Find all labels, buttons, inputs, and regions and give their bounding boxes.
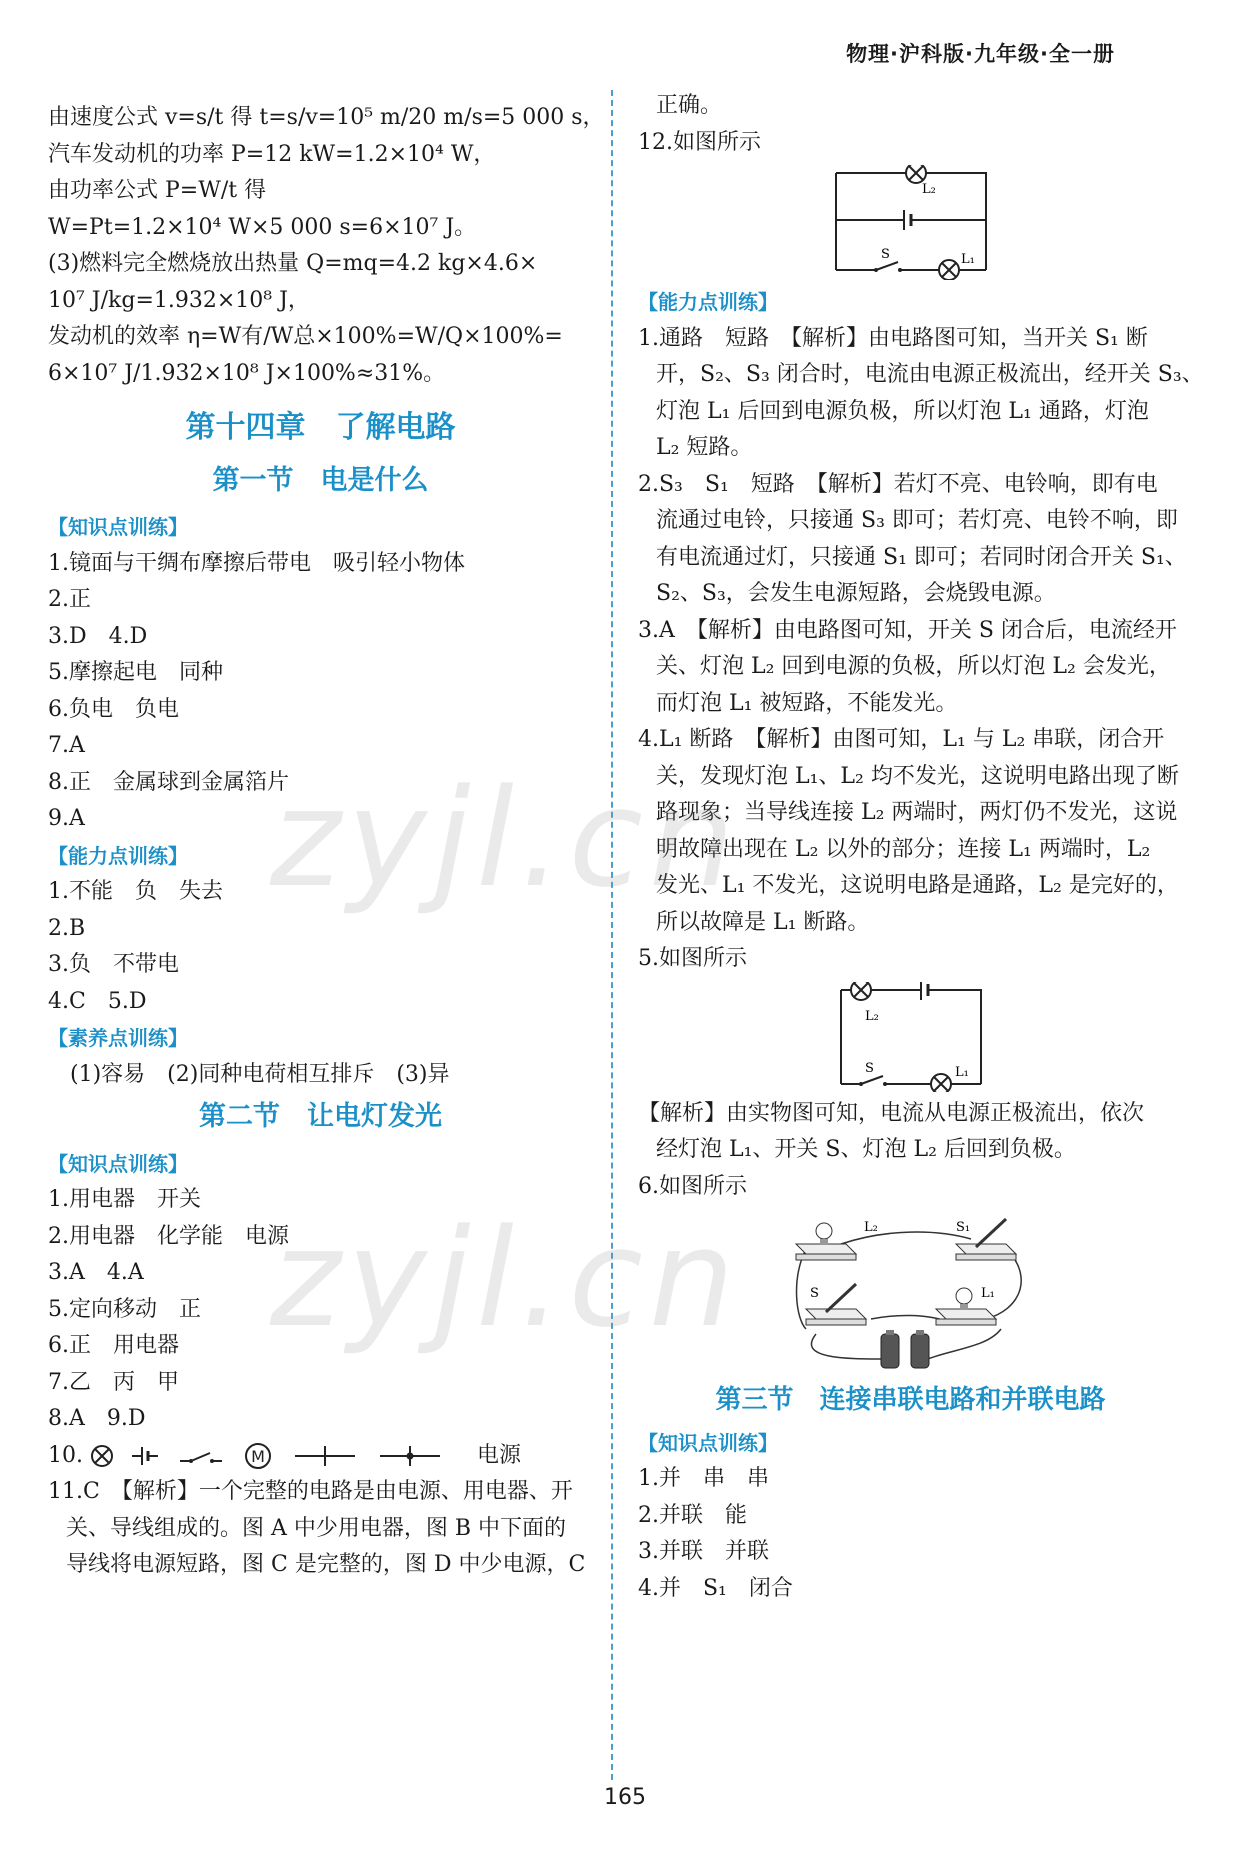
- column-divider: [611, 90, 613, 1780]
- answer-line: 2.并联 能: [638, 1502, 747, 1528]
- answer-line-symbols: [48, 1438, 593, 1475]
- battery-cell-icon: [911, 1330, 929, 1368]
- answer-line: 1.通路 短路 【解析】由电路图可知，当开关 S₁ 断: [638, 325, 1148, 351]
- answer-line: 正确。: [656, 93, 723, 118]
- section-title: 第三节 连接串联电路和并联电路: [715, 1385, 1106, 1415]
- answer-line: 6.如图所示: [638, 1173, 747, 1199]
- answer-line: 开，S₂、S₃ 闭合时，电流由电源正极流出，经开关 S₃、: [656, 362, 1204, 387]
- answer-line: 7.乙 丙 甲: [48, 1369, 179, 1395]
- answer-line: 7.A: [48, 733, 85, 758]
- answer-line: 5.定向移动 正: [48, 1296, 201, 1322]
- answer-line: 有电流通过灯，只接通 S₁ 即可；若同时闭合开关 S₁、: [656, 544, 1187, 570]
- equation-line: 汽车发动机的功率 P=12 kW=1.2×10⁴ W，: [48, 141, 496, 167]
- circuit-diagram-12: [826, 165, 996, 280]
- equation-line: 6×10⁷ J/1.932×10⁸ J×100%≈31%。: [48, 360, 446, 386]
- answer-line: 1.镜面与干绸布摩擦后带电 吸引轻小物体: [48, 550, 465, 576]
- wire-junction-symbol-icon: [380, 1446, 440, 1466]
- label-s: S: [880, 247, 890, 262]
- label-s: S: [809, 1286, 819, 1301]
- equation-line: 由速度公式 v=s/t 得 t=s/v=10⁵ m/20 m/s=5 000 s，: [48, 105, 605, 130]
- answer-line: 1.不能 负 失去: [48, 879, 223, 904]
- lamp-symbol-icon: [92, 1446, 112, 1466]
- answer-line: 灯泡 L₁ 后回到电源负极，所以灯泡 L₁ 通路，灯泡: [656, 398, 1149, 424]
- answer-line: 明故障出现在 L₂ 以外的部分；连接 L₁ 两端时，L₂: [656, 836, 1151, 862]
- section-title: 第二节 让电灯发光: [199, 1101, 442, 1132]
- answer-line: 流通过电铃，只接通 S₃ 即可；若灯亮、电铃不响，即: [656, 508, 1178, 533]
- section-tag: 【知识点训练】: [48, 515, 188, 539]
- equation-line: 由功率公式 P=W/t 得: [48, 178, 267, 203]
- watermark: zyjl.cn: [270, 1200, 741, 1357]
- switch-icon: [874, 262, 902, 272]
- answer-line: 6.负电 负电: [48, 696, 179, 722]
- wire-cross-symbol-icon: [295, 1446, 355, 1466]
- section-tag: 【能力点训练】: [638, 290, 778, 314]
- battery-icon: [904, 210, 911, 230]
- label-l1: L₁: [954, 1064, 969, 1080]
- answer-line: 路现象；当导线连接 L₂ 两端时，两灯仍不发光，这说: [656, 800, 1178, 825]
- section-tag: 【知识点训练】: [638, 1430, 778, 1455]
- lamp-icon: [906, 165, 926, 183]
- page-number: 165: [604, 1785, 646, 1810]
- answer-line: 6.正 用电器: [48, 1333, 179, 1358]
- answer-line: L₂ 短路。: [656, 435, 753, 460]
- answer-line: 2.B: [48, 915, 86, 941]
- label-l2: L₂: [864, 1008, 879, 1024]
- answer-line: 3.A 【解析】由电路图可知，开关 S 闭合后，电流经开: [638, 617, 1177, 643]
- switch-symbol-icon: [180, 1453, 222, 1463]
- answer-line: (1)容易 (2)同种电荷相互排斥 (3)异: [70, 1061, 450, 1087]
- equation-line: (3)燃料完全燃烧放出热量 Q=mq=4.2 kg×4.6×: [48, 251, 538, 276]
- question-number: 10.: [48, 1442, 83, 1468]
- chapter-title: 第十四章 了解电路: [185, 410, 456, 445]
- label-l1: L₁: [960, 252, 975, 267]
- answer-line: 导线将电源短路，图 C 是完整的，图 D 中少电源，C: [66, 1552, 586, 1577]
- answer-line: 2.S₃ S₁ 短路 【解析】若灯不亮、电铃响，即有电: [638, 471, 1158, 497]
- answer-line: 关、灯泡 L₂ 回到电源的负极，所以灯泡 L₂ 会发光，: [656, 654, 1171, 679]
- label-l1: L₁: [980, 1286, 995, 1301]
- answer-line: 所以故障是 L₁ 断路。: [656, 909, 870, 935]
- equation-line: 10⁷ J/kg=1.932×10⁸ J，: [48, 287, 310, 313]
- label-l2: L₂: [863, 1220, 878, 1235]
- section-tag: 【能力点训练】: [48, 843, 188, 868]
- section-tag: 【素养点训练】: [48, 1026, 188, 1050]
- circuit-symbols-row: [90, 1441, 470, 1471]
- answer-line: 关，发现灯泡 L₁、L₂ 均不发光，这说明电路出现了断: [656, 763, 1179, 789]
- answer-line: 关、导线组成的。图 A 中少用电器，图 B 中下面的: [66, 1515, 567, 1541]
- battery-icon: [921, 982, 928, 1000]
- equation-line: W=Pt=1.2×10⁴ W×5 000 s=6×10⁷ J。: [48, 214, 477, 240]
- answer-line: 9.A: [48, 806, 85, 831]
- answer-line: 3.负 不带电: [48, 952, 179, 977]
- watermark: zyjl.cn: [270, 760, 741, 917]
- physical-circuit-figure: [786, 1209, 1036, 1374]
- answer-line: 5.摩擦起电 同种: [48, 660, 223, 685]
- answer-line: 1.并 串 串: [638, 1466, 769, 1491]
- lamp-icon: [939, 260, 959, 280]
- answer-line: 11.C 【解析】一个完整的电路是由电源、用电器、开: [48, 1479, 573, 1504]
- svg-text:M: M: [251, 1446, 265, 1466]
- answer-line: 1.用电器 开关: [48, 1187, 201, 1212]
- section-title: 第一节 电是什么: [212, 464, 429, 496]
- answer-line: 【解析】由实物图可知，电流从电源正极流出，依次: [638, 1100, 1145, 1126]
- answer-line: 2.用电器 化学能 电源: [48, 1223, 289, 1249]
- answer-line: 3.D 4.D: [48, 623, 148, 649]
- section-tag: 【知识点训练】: [48, 1151, 188, 1176]
- answer-line: 3.A 4.A: [48, 1260, 144, 1285]
- label-l2: L₂: [921, 182, 936, 197]
- battery-symbol-icon: [132, 1447, 158, 1465]
- answer-line: 4.并 S₁ 闭合: [638, 1575, 793, 1601]
- answer-line: 经灯泡 L₁、开关 S、灯泡 L₂ 后回到负极。: [656, 1137, 1076, 1162]
- lamp-icon: [931, 1074, 951, 1092]
- motor-symbol-icon: [246, 1444, 270, 1468]
- answer-text: 电源: [477, 1442, 522, 1468]
- answer-line: 8.A 9.D: [48, 1406, 146, 1431]
- page-header: 物理·沪科版·九年级·全一册: [846, 42, 1115, 66]
- answer-line: 而灯泡 L₁ 被短路，不能发光。: [656, 690, 958, 716]
- answer-line: 2.正: [48, 587, 91, 612]
- switch-icon: [859, 1076, 887, 1086]
- circuit-diagram-5: [831, 982, 991, 1092]
- lamp-icon: [851, 982, 871, 1000]
- equation-line: 发动机的效率 η=W有/W总×100%=W/Q×100%=: [48, 324, 563, 349]
- battery-cell-icon: [881, 1330, 899, 1368]
- answer-line: 8.正 金属球到金属箔片: [48, 769, 289, 795]
- answer-line: S₂、S₃，会发生电源短路，会烧毁电源。: [656, 581, 1056, 606]
- answer-line: 4.C 5.D: [48, 988, 147, 1014]
- label-s: S: [864, 1060, 874, 1076]
- label-s1: S₁: [955, 1220, 970, 1235]
- answer-line: 5.如图所示: [638, 946, 747, 971]
- answer-line: 3.并联 并联: [638, 1539, 769, 1564]
- answer-line: 12.如图所示: [638, 129, 761, 155]
- answer-line: 4.L₁ 断路 【解析】由图可知，L₁ 与 L₂ 串联，闭合开: [638, 727, 1165, 752]
- answer-line: 发光、L₁ 不发光，这说明电路是通路，L₂ 是完好的，: [656, 873, 1179, 898]
